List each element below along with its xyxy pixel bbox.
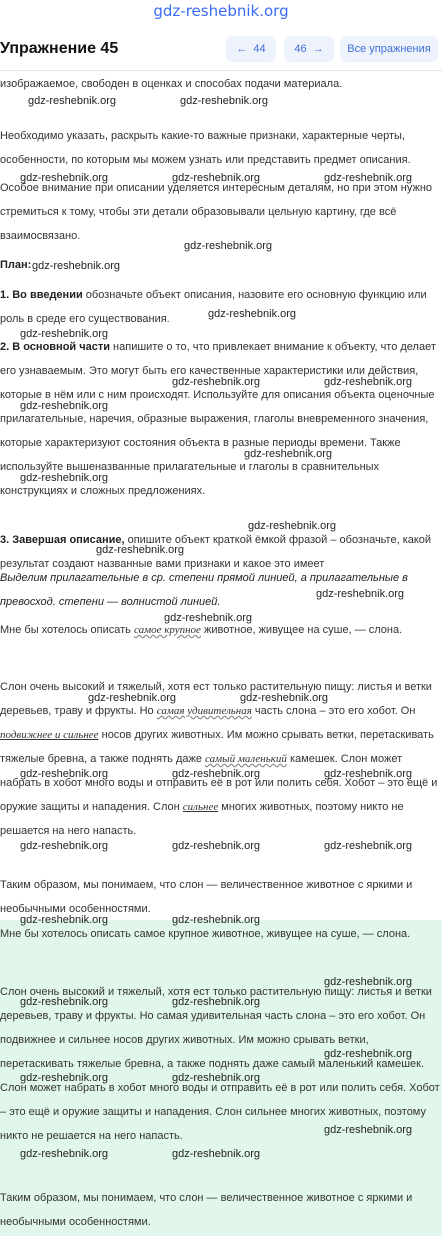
answer-instruction: Выделим прилагательные в ср. степени прямой линией, а прилагательные в превосход. степени — волнистой линией. bbox=[0, 572, 408, 608]
theory-paragraph-1: изображаемое, свободен в оценках и способах подачи материала. bbox=[0, 78, 343, 90]
plan-item-1: 1. Во введении обозначьте объект описания, назовите его основную функцию или роль в среде его существования. bbox=[0, 289, 427, 325]
page-title: Упражнение 45 bbox=[0, 40, 119, 57]
watermark: gdz-reshebnik.org bbox=[324, 1048, 413, 1060]
watermark: gdz-reshebnik.org bbox=[28, 95, 117, 107]
watermark: gdz-reshebnik.org bbox=[172, 996, 261, 1008]
next-exercise-label: 46 bbox=[294, 43, 307, 55]
watermark: gdz-reshebnik.org bbox=[172, 768, 261, 780]
superlative-highlight: самый маленький bbox=[205, 753, 287, 765]
plan-item-2: 2. В основной части напишите о то, что привлекает внимание к объекту, что делает его узнаваемым. Это могут быть его качественные характеристики или действия, которые в нём или с ним происходят. Используйте для описания объекта оценочные прилагательные, наречия, образные выражения, глаголы вневременного значения, которые характеризуют состояния объекта в разные периоды времени. Также используйте вышеназванные прилагательные и глаголы в сравнительных конструкциях и сложных предложениях. bbox=[0, 341, 436, 497]
watermark: gdz-reshebnik.org bbox=[248, 520, 337, 532]
plan-label: План: bbox=[0, 259, 32, 271]
site-link[interactable]: gdz-reshebnik.org bbox=[153, 2, 289, 20]
prev-exercise-label: 44 bbox=[253, 43, 266, 55]
theory-paragraph-2: Необходимо указать, раскрыть какие-то важные признаки, характерные черты, особенности, по которым мы можем узнать или представить предмет описания. bbox=[0, 130, 411, 166]
header-divider bbox=[0, 70, 442, 71]
answer-paragraph-2: Слон очень высокий и тяжелый, хотя ест только растительную пищу: листья и ветки деревьев, траву и фрукты. Но самая удивительная часть слона – это его хобот. Он подвижнее и сильнее носов других животных. Им можно срывать ветки, перетаскивать тяжелые бревна, а также поднять даже самый маленький камешек. Слон может набрать в хобот много воды и отправить её в рот или полить себя. Хобот – это ещё и оружие защиты и нападения. Слон сильнее многих животных, поэтому никто не решается на него напасть. bbox=[0, 681, 438, 837]
watermark: gdz-reshebnik.org bbox=[316, 588, 405, 600]
watermark: gdz-reshebnik.org bbox=[180, 95, 269, 107]
watermark: gdz-reshebnik.org bbox=[172, 1148, 261, 1160]
comparative-highlight: сильнее bbox=[182, 801, 219, 813]
watermark: gdz-reshebnik.org bbox=[20, 472, 109, 484]
answer-paragraph-3: Таким образом, мы понимаем, что слон — величественное животное с яркими и необычными особенностями. bbox=[0, 879, 413, 915]
watermark: gdz-reshebnik.org bbox=[244, 448, 333, 460]
watermark: gdz-reshebnik.org bbox=[172, 1072, 261, 1084]
watermark: gdz-reshebnik.org bbox=[324, 1124, 413, 1136]
next-exercise-button[interactable] bbox=[284, 36, 334, 62]
watermark: gdz-reshebnik.org bbox=[184, 240, 273, 252]
watermark: gdz-reshebnik.org bbox=[20, 172, 109, 184]
plan-item-3: 3. Завершая описание, опишите объект краткой ёмкой фразой – обозначьте, какой результат создают названные вами признаки и какое это имеет bbox=[0, 534, 432, 570]
watermark: gdz-reshebnik.org bbox=[20, 1148, 109, 1160]
watermark: gdz-reshebnik.org bbox=[20, 1072, 109, 1084]
arrow-left-icon: ← bbox=[236, 43, 248, 55]
prev-exercise-button[interactable] bbox=[226, 36, 276, 62]
watermark: gdz-reshebnik.org bbox=[172, 914, 261, 926]
watermark: gdz-reshebnik.org bbox=[20, 840, 109, 852]
watermark: gdz-reshebnik.org bbox=[20, 914, 109, 926]
theory-paragraph-3: Особое внимание при описании уделяется интересным деталям, но при этом нужно стремиться к тому, чтобы эти детали образовывали цельную картину, где всё взаимосвязано. bbox=[0, 182, 433, 242]
all-exercises-button[interactable] bbox=[340, 36, 438, 62]
exercise-header bbox=[0, 30, 442, 70]
clean-paragraph-2: Слон очень высокий и тяжелый, хотя ест только растительную пищу: листья и ветки деревьев, траву и фрукты. Но самая удивительная часть слона – это его хобот. Он подвижнее и сильнее носов других животных. Им можно срывать ветки, перетаскивать тяжелые бревна, а также поднять даже самый маленький камешек. Слон может набрать в хобот много воды и отправить её в рот или полить себя. Хобот – это ещё и оружие защиты и нападения. Слон сильнее многих животных, поэтому никто не решается на него напасть. bbox=[0, 986, 440, 1142]
watermark: gdz-reshebnik.org bbox=[240, 692, 329, 704]
watermark: gdz-reshebnik.org bbox=[324, 376, 413, 388]
all-exercises-label: Все упражнения bbox=[347, 43, 431, 55]
watermark: gdz-reshebnik.org bbox=[324, 840, 413, 852]
watermark: gdz-reshebnik.org bbox=[324, 172, 413, 184]
watermark: gdz-reshebnik.org bbox=[32, 260, 121, 272]
watermark: gdz-reshebnik.org bbox=[172, 840, 261, 852]
watermark: gdz-reshebnik.org bbox=[20, 996, 109, 1008]
watermark: gdz-reshebnik.org bbox=[208, 308, 297, 320]
watermark: gdz-reshebnik.org bbox=[324, 976, 413, 988]
clean-paragraph-1: Мне бы хотелось описать самое крупное животное, живущее на суше, — слона. bbox=[0, 928, 411, 940]
superlative-highlight: самая удивительная bbox=[156, 705, 252, 717]
watermark: gdz-reshebnik.org bbox=[20, 328, 109, 340]
watermark: gdz-reshebnik.org bbox=[164, 612, 253, 624]
comparative-highlight: подвижнее и сильнее bbox=[0, 729, 99, 741]
watermark: gdz-reshebnik.org bbox=[172, 172, 261, 184]
answer-paragraph-1: Мне бы хотелось описать самое крупное животное, живущее на суше, — слона. bbox=[0, 624, 403, 636]
watermark: gdz-reshebnik.org bbox=[324, 768, 413, 780]
watermark: gdz-reshebnik.org bbox=[20, 768, 109, 780]
superlative-highlight: самое крупное bbox=[133, 624, 201, 636]
watermark: gdz-reshebnik.org bbox=[88, 692, 177, 704]
watermark: gdz-reshebnik.org bbox=[172, 376, 261, 388]
clean-paragraph-3: Таким образом, мы понимаем, что слон — величественное животное с яркими и необычными особенностями. bbox=[0, 1192, 413, 1228]
watermark: gdz-reshebnik.org bbox=[96, 544, 185, 556]
watermark: gdz-reshebnik.org bbox=[20, 400, 109, 412]
arrow-right-icon: → bbox=[312, 43, 324, 55]
